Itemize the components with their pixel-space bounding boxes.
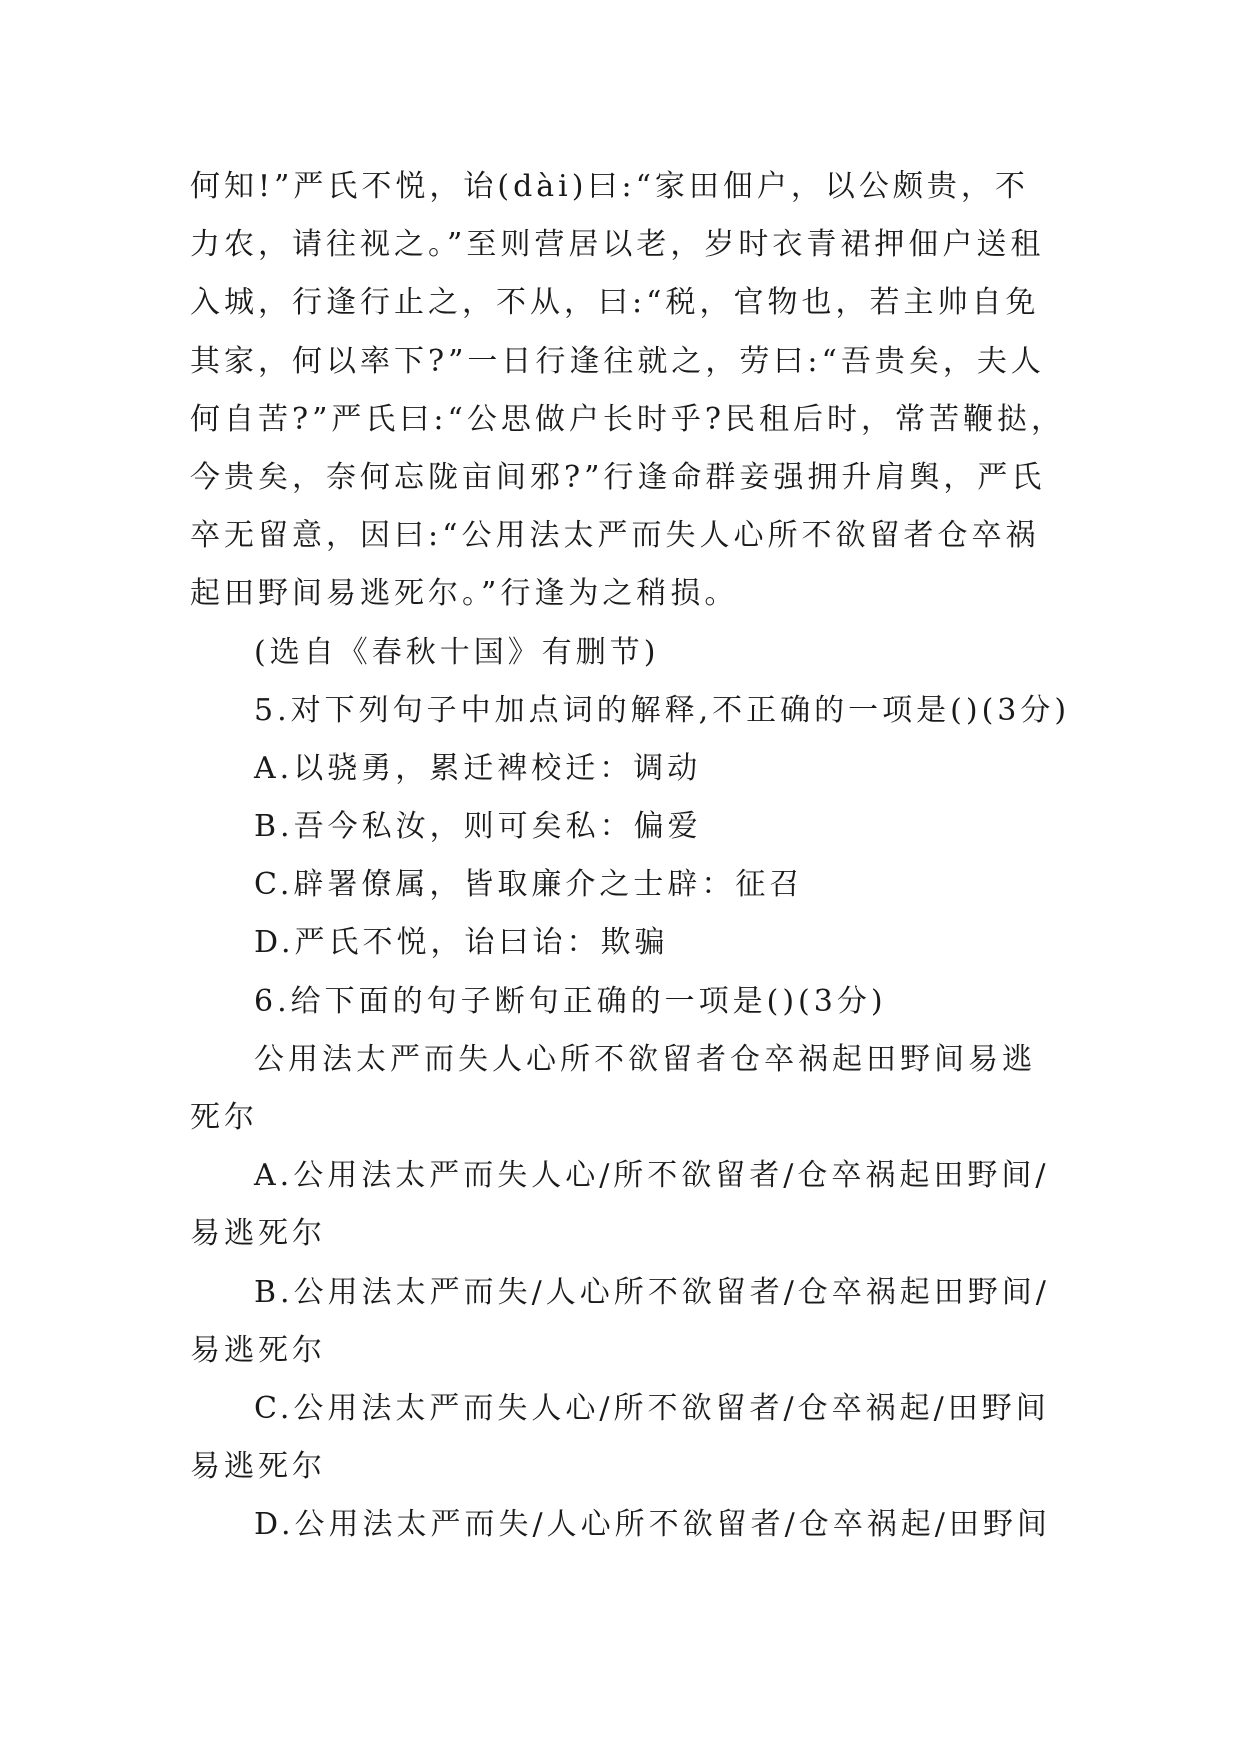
question-6-option-c-cont: 易逃死尔 <box>190 1449 326 1485</box>
passage-line: 今贵矣，奈何忘陇亩间邪?”行逢命群妾强拥升肩舆，严氏 <box>190 459 1046 495</box>
question-5-option-c: C.辟署僚属，皆取廉介之士辟：征召 <box>254 867 804 903</box>
passage-line: 起田野间易逃死尔。”行逢为之稍损。 <box>190 576 739 612</box>
question-6-option-a: A.公用法太严而失人心/所不欲留者/仓卒祸起田野间/ <box>254 1158 1050 1194</box>
question-6-option-b: B.公用法太严而失/人心所不欲留者/仓卒祸起田野间/ <box>254 1274 1050 1310</box>
passage-line: 力农，请往视之。”至则营居以老，岁时衣青裙押佃户送租 <box>190 227 1045 263</box>
source-note: (选自《春秋十国》有删节) <box>254 634 660 670</box>
question-6-option-b-cont: 易逃死尔 <box>190 1332 326 1368</box>
passage-line: 其家，何以率下?”一日行逢往就之，劳曰:“吾贵矣，夫人 <box>190 343 1045 379</box>
question-5-option-b: B.吾今私汝，则可矣私：偏爱 <box>254 809 702 845</box>
question-6-option-a-cont: 易逃死尔 <box>190 1216 326 1252</box>
question-6-option-d: D.公用法太严而失/人心所不欲留者/仓卒祸起/田野间 <box>254 1507 1051 1543</box>
question-6-option-c: C.公用法太严而失人心/所不欲留者/仓卒祸起/田野间 <box>254 1390 1050 1426</box>
passage-line: 何知!”严氏不悦，诒(dài)曰:“家田佃户，以公颇贵，不 <box>190 169 1029 204</box>
question-6-sentence-cont: 死尔 <box>190 1100 258 1135</box>
passage-line: 入城，行逢行止之，不从，曰:“税，官物也，若主帅自免 <box>190 285 1040 321</box>
question-5-option-a: A.以骁勇，累迁裨校迁：调动 <box>254 750 702 786</box>
question-6-sentence: 公用法太严而失人心所不欲留者仓卒祸起田野间易逃 <box>254 1041 1036 1077</box>
passage-line: 何自苦?”严氏曰:“公思做户长时乎?民租后时，常苦鞭挞， <box>190 401 1065 437</box>
question-5-stem: 5.对下列句子中加点词的解释,不正确的一项是()(3分) <box>254 692 1071 728</box>
passage-line: 卒无留意，因曰:“公用法太严而失人心所不欲留者仓卒祸 <box>190 518 1040 554</box>
document-body <box>190 158 1071 1555</box>
question-5-option-d: D.严氏不悦，诒曰诒：欺骗 <box>254 925 669 961</box>
question-6-stem: 6.给下面的句子断句正确的一项是()(3分) <box>254 983 887 1019</box>
